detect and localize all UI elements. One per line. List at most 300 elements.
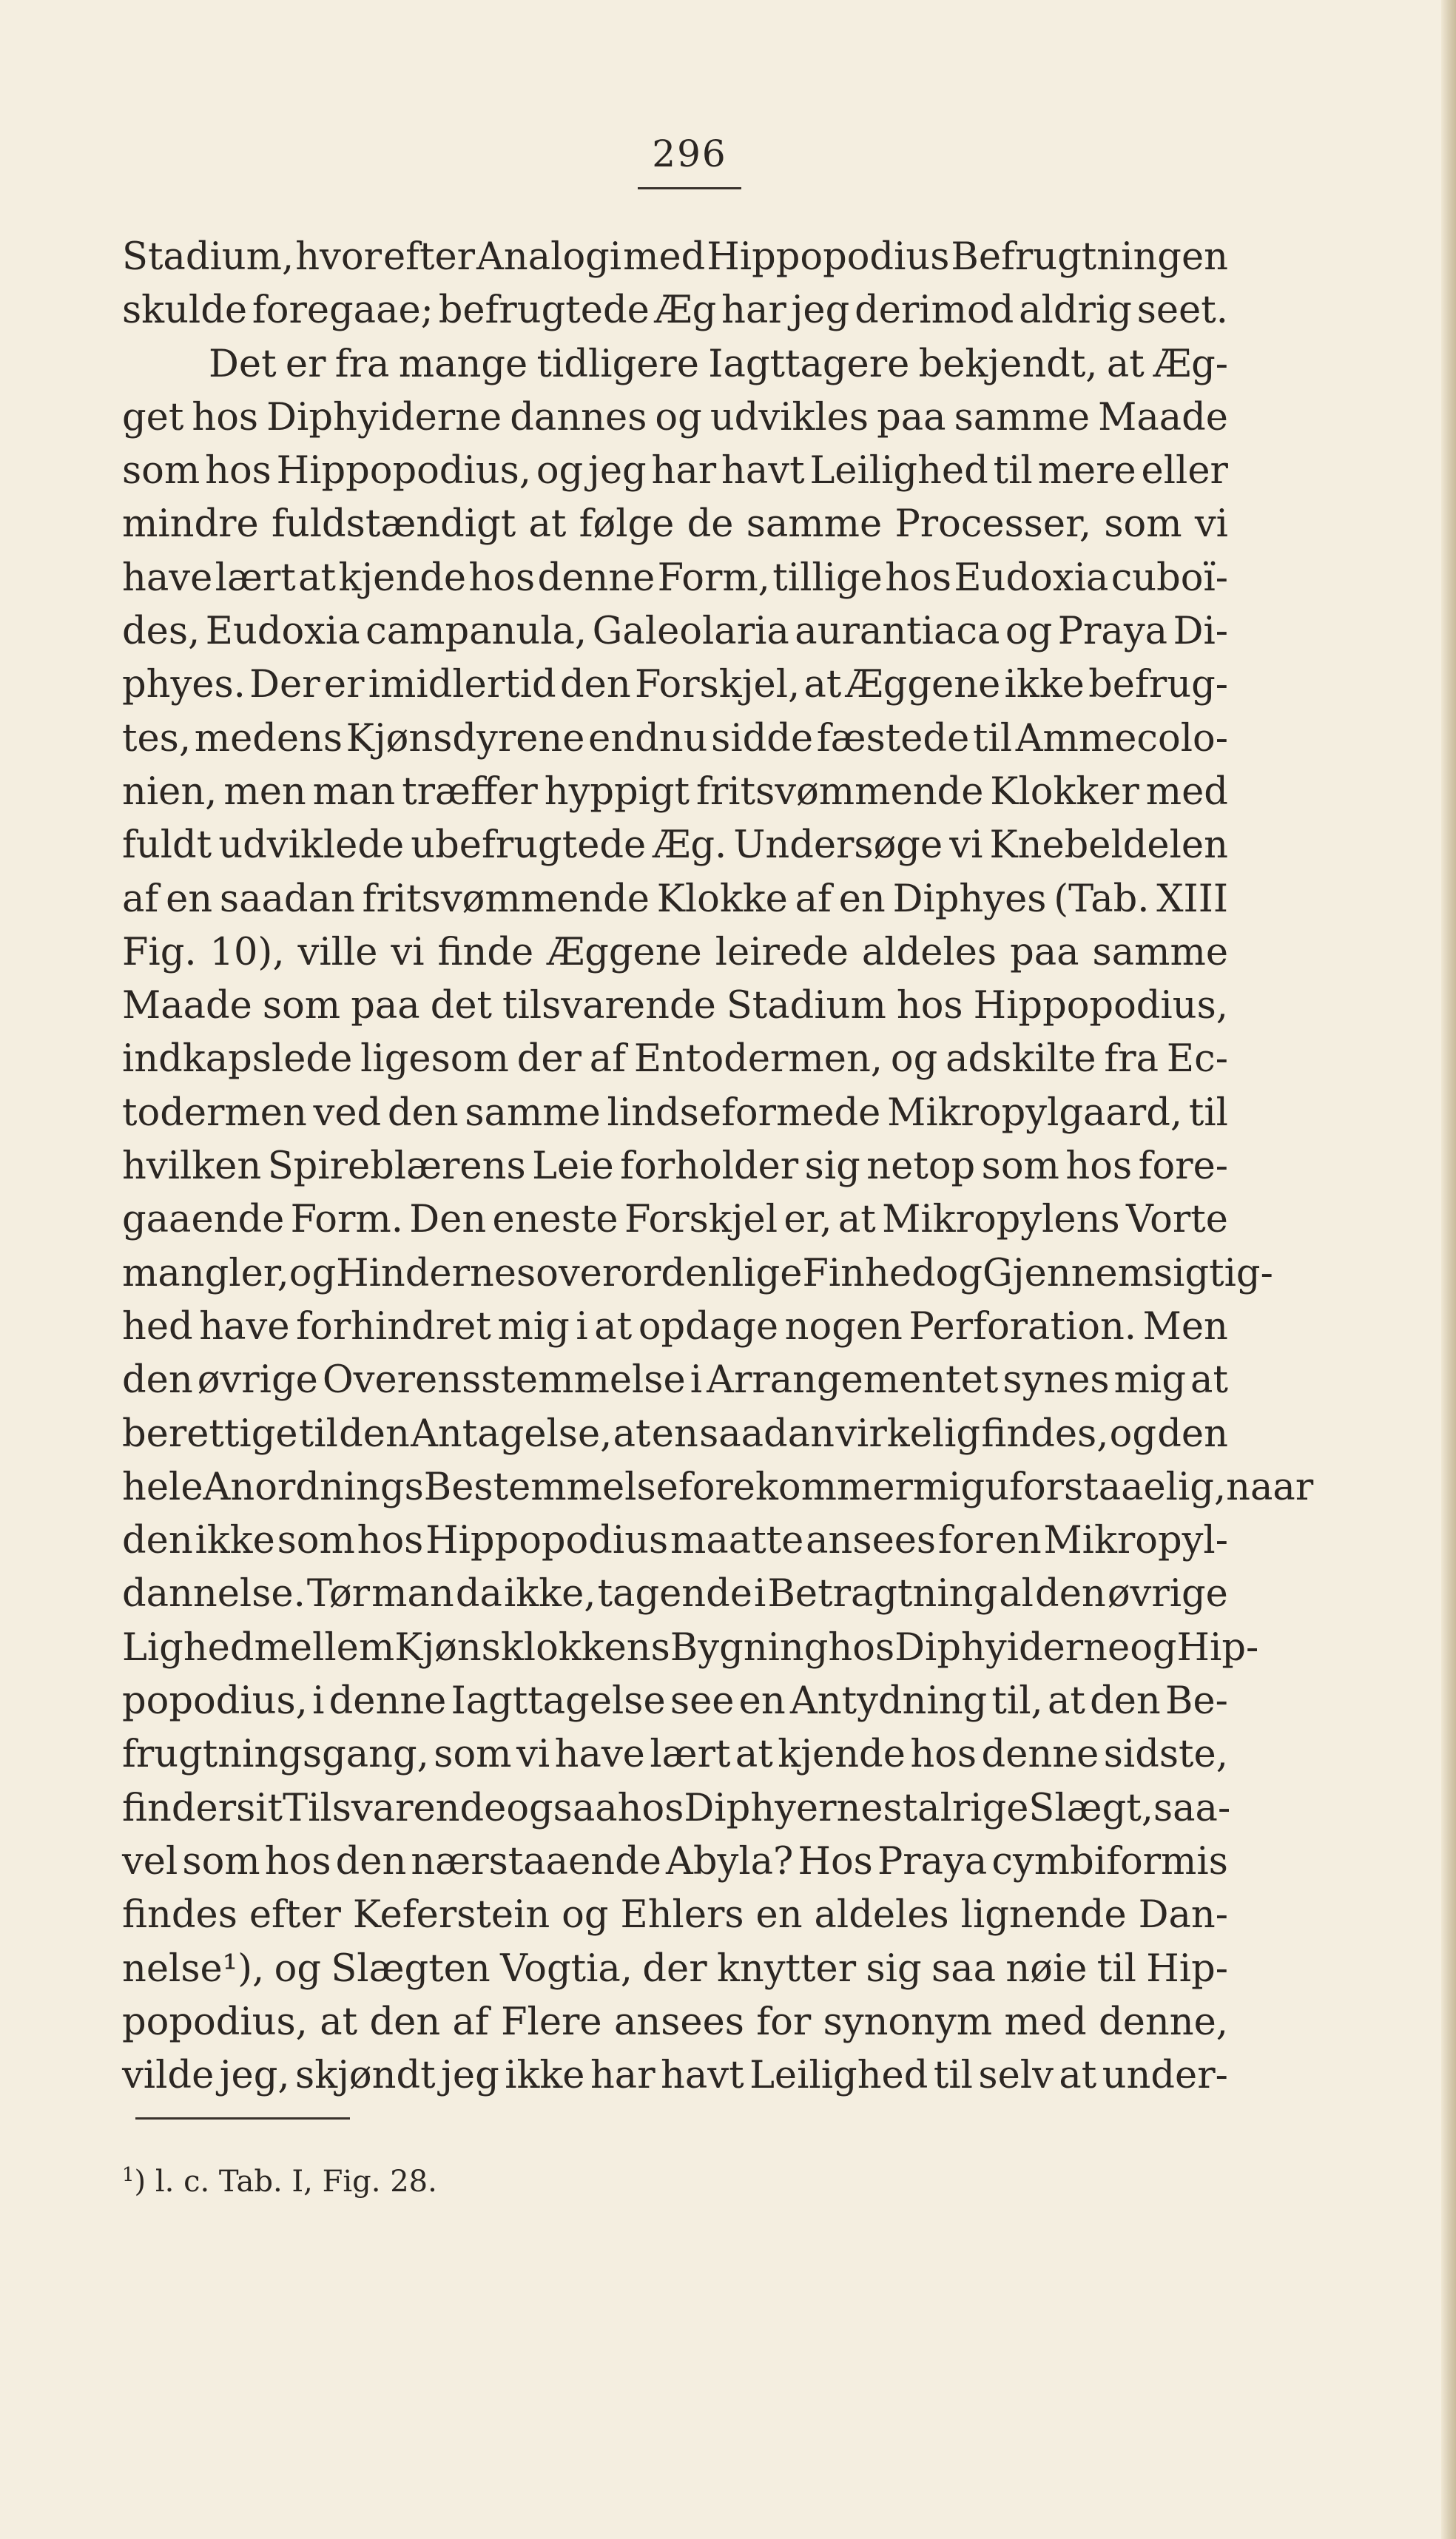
- word: ikke: [505, 2054, 585, 2098]
- word: synes: [1002, 1358, 1110, 1403]
- word: som: [434, 1733, 512, 1777]
- word: og: [562, 1893, 609, 1938]
- text-line: [122, 1835, 1228, 1889]
- word: øvrige: [1107, 1572, 1228, 1616]
- word: Hippopodius: [425, 1519, 669, 1563]
- word: Leilighed: [809, 449, 988, 493]
- text-line: [122, 819, 1228, 872]
- word: Forskjel,: [634, 663, 801, 707]
- word: mindre: [122, 502, 259, 547]
- word: des,: [122, 610, 200, 654]
- word: Æggene: [547, 930, 702, 974]
- word: Kjønsdyrene: [346, 716, 585, 761]
- word: efter: [382, 235, 476, 279]
- word: i: [754, 1572, 766, 1616]
- word: til: [993, 449, 1033, 493]
- word: denne: [328, 1679, 447, 1724]
- word: den: [559, 663, 631, 707]
- word: som: [1104, 502, 1182, 547]
- text-line: [122, 1675, 1228, 1728]
- word: Eudoxia: [205, 610, 360, 654]
- word: Eudoxia: [954, 556, 1109, 600]
- word: tagende: [597, 1572, 752, 1616]
- word: vi: [391, 930, 425, 974]
- word: Mikropylens: [882, 1198, 1120, 1242]
- word: findes,: [981, 1412, 1109, 1456]
- word: uforstaaelig,: [985, 1465, 1227, 1509]
- word: under-: [1102, 2054, 1228, 2098]
- page-edge: [1441, 0, 1456, 2539]
- word: da: [455, 1572, 502, 1616]
- word: nogen: [784, 1304, 903, 1349]
- word: Mikropylgaard,: [887, 1090, 1183, 1135]
- word: finde: [437, 930, 534, 974]
- word: at: [1190, 1358, 1228, 1403]
- word: er,: [783, 1198, 832, 1242]
- word: og: [655, 395, 702, 439]
- word: ikke: [1004, 663, 1085, 707]
- word: Lighed: [122, 1625, 255, 1670]
- word: Anordnings: [203, 1465, 424, 1509]
- word: Spireblærens: [267, 1144, 526, 1189]
- word: hos: [1065, 1144, 1133, 1189]
- word: Den: [409, 1198, 487, 1242]
- word: aurantiaca: [795, 610, 1000, 654]
- text-line: [122, 1193, 1228, 1247]
- word: udvikles: [710, 395, 869, 439]
- word: til,: [991, 1679, 1043, 1724]
- word: en: [838, 877, 886, 921]
- word: og: [935, 1251, 983, 1295]
- word: overordenlige: [536, 1251, 803, 1295]
- word: aldrig: [1019, 289, 1132, 333]
- word: nærstaaende: [411, 1839, 661, 1884]
- word: Betragtning: [767, 1572, 998, 1616]
- word: Klokker: [990, 769, 1139, 814]
- word: Maade: [1098, 395, 1228, 439]
- word: skulde: [122, 289, 248, 333]
- text-line: [122, 2049, 1228, 2103]
- word: vi: [1194, 502, 1228, 547]
- word: Æg-: [1153, 342, 1228, 386]
- word: den: [335, 1839, 407, 1884]
- word: vilde: [122, 2054, 215, 2098]
- word: at: [298, 556, 337, 600]
- text-line: [122, 766, 1228, 819]
- word: en: [738, 1679, 786, 1724]
- word: den: [1157, 1412, 1228, 1456]
- word: lært: [215, 556, 296, 600]
- word: skjøndt: [295, 2054, 436, 2098]
- word: og: [890, 1037, 938, 1082]
- text-line: [122, 873, 1228, 926]
- word: leirede: [715, 930, 849, 974]
- word: af: [452, 2000, 489, 2044]
- word: som: [262, 984, 341, 1028]
- word: saa-: [1153, 1786, 1231, 1830]
- word: Abyla?: [666, 1839, 794, 1884]
- word: foregaae;: [252, 289, 434, 333]
- word: en: [651, 1412, 698, 1456]
- footnote-rule: [135, 2117, 350, 2120]
- word: eneste: [492, 1198, 619, 1242]
- word: Forskjel: [624, 1198, 778, 1242]
- word: Hindernes: [336, 1251, 536, 1295]
- word: Form,: [657, 556, 770, 600]
- word: Iagttagelse: [451, 1679, 666, 1724]
- word: fritsvømmende: [362, 877, 650, 921]
- word: Befrugtningen: [951, 235, 1228, 279]
- word: mange: [398, 342, 528, 386]
- word: den: [1035, 1572, 1106, 1616]
- text-line: [122, 284, 1228, 337]
- footnote-marker: 1: [122, 2164, 135, 2186]
- word: efter: [249, 1893, 341, 1938]
- word: Bygning: [670, 1625, 829, 1670]
- text-line: [122, 1033, 1228, 1086]
- word: Dan-: [1138, 1893, 1228, 1938]
- word: tillige: [772, 556, 883, 600]
- word: dannes: [510, 395, 647, 439]
- word: af: [795, 877, 832, 921]
- word: hyppigt: [544, 769, 690, 814]
- text-line: [122, 1247, 1273, 1301]
- word: at: [837, 1198, 876, 1242]
- word: at: [528, 502, 567, 547]
- word: at: [594, 1304, 633, 1349]
- word: selv: [978, 2054, 1054, 2098]
- word: (Tab.: [1054, 877, 1150, 921]
- word: ligesom: [360, 1037, 509, 1082]
- word: Tør: [306, 1572, 371, 1616]
- word: Diphyes: [892, 877, 1047, 921]
- word: at: [613, 1412, 651, 1456]
- word: Hip-: [1146, 1946, 1228, 1991]
- word: adskilte: [946, 1037, 1096, 1082]
- text-line: [122, 498, 1228, 551]
- word: Knebeldelen: [989, 823, 1228, 868]
- word: hos: [617, 1786, 684, 1830]
- word: imidlertid: [368, 663, 556, 707]
- word: todermen: [122, 1090, 307, 1135]
- word: paa: [877, 395, 946, 439]
- word: men: [223, 769, 306, 814]
- word: Entodermen,: [633, 1037, 883, 1082]
- word: maatte: [670, 1519, 804, 1563]
- word: tilsvarende: [502, 984, 716, 1028]
- word: som: [182, 1839, 260, 1884]
- text-line: [122, 1943, 1228, 1996]
- word: al: [999, 1572, 1034, 1616]
- word: Undersøge: [733, 823, 943, 868]
- word: Æg: [654, 289, 717, 333]
- word: som: [122, 449, 200, 493]
- text-line: [122, 1782, 1231, 1835]
- word: befrugtede: [438, 289, 650, 333]
- word: som: [277, 1519, 355, 1563]
- text-line: [122, 1889, 1228, 1942]
- word: og: [289, 1251, 337, 1295]
- word: Maade: [122, 984, 252, 1028]
- word: en: [166, 877, 213, 921]
- word: den: [1090, 1679, 1161, 1724]
- text-line: [122, 712, 1228, 766]
- word: frugtningsgang,: [122, 1733, 429, 1777]
- word: at: [735, 1733, 773, 1777]
- word: hos: [264, 1839, 331, 1884]
- word: i: [312, 1679, 325, 1724]
- word: med: [1145, 769, 1228, 814]
- word: i: [690, 1358, 703, 1403]
- word: lindseformede: [607, 1090, 881, 1135]
- text-line: [122, 391, 1228, 445]
- word: Bestemmelse: [423, 1465, 678, 1509]
- word: ved: [313, 1090, 382, 1135]
- word: sidste,: [1103, 1733, 1228, 1777]
- word: Mikropyl-: [1043, 1519, 1228, 1563]
- word: fuldt: [122, 823, 212, 868]
- word: Iagttagere: [708, 342, 910, 386]
- word: man: [371, 1572, 454, 1616]
- word: opdage: [638, 1304, 779, 1349]
- word: Stadium: [726, 984, 886, 1028]
- word: fritsvømmende: [696, 769, 984, 814]
- word: indkapslede: [122, 1037, 353, 1082]
- word: have: [199, 1304, 290, 1349]
- word: havt: [721, 449, 805, 493]
- word: Processer,: [894, 502, 1092, 547]
- word: og: [1005, 610, 1053, 654]
- word: Diphyernes: [684, 1786, 903, 1830]
- word: netop: [866, 1144, 976, 1189]
- word: ville: [297, 930, 378, 974]
- text-line: [122, 658, 1228, 712]
- word: kjende: [778, 1733, 906, 1777]
- word: hos: [192, 395, 259, 439]
- word: lignende: [960, 1893, 1127, 1938]
- word: ikke,: [503, 1572, 596, 1616]
- word: Keferstein: [352, 1893, 550, 1938]
- word: eller: [1141, 449, 1228, 493]
- word: Stadium,: [122, 235, 294, 279]
- word: denne: [981, 1733, 1099, 1777]
- word: findes: [122, 1893, 237, 1938]
- word: mig: [912, 1465, 985, 1509]
- word: Vorte: [1125, 1198, 1228, 1242]
- word: Der: [249, 663, 320, 707]
- word: er: [323, 663, 365, 707]
- word: træffer: [402, 769, 538, 814]
- word: berettige: [122, 1412, 298, 1456]
- word: jeg: [441, 2054, 499, 2098]
- word: hos: [885, 556, 951, 600]
- text-line: [122, 1461, 1314, 1514]
- text-line: [122, 605, 1228, 658]
- word: medens: [194, 716, 343, 761]
- word: mig: [497, 1304, 570, 1349]
- word: paa: [1010, 930, 1079, 974]
- word: bekjendt,: [918, 342, 1098, 386]
- word: Hippopodius,: [973, 984, 1228, 1028]
- page-number: 296: [652, 132, 727, 175]
- word: til: [972, 716, 1013, 761]
- word: aldeles: [861, 930, 997, 974]
- word: mig: [1113, 1358, 1186, 1403]
- word: Tilsvarende: [283, 1786, 507, 1830]
- word: af: [122, 877, 159, 921]
- word: vi: [516, 1733, 550, 1777]
- word: seet.: [1136, 289, 1228, 333]
- word: Hos: [798, 1839, 873, 1884]
- word: lært: [650, 1733, 731, 1777]
- word: Praya: [877, 1839, 988, 1884]
- text-line: [122, 1140, 1228, 1193]
- body-text: [122, 231, 1314, 2103]
- word: have: [122, 556, 213, 600]
- word: denne,: [1099, 2000, 1228, 2044]
- word: Vogtia,: [500, 1946, 633, 1991]
- word: samme: [465, 1090, 601, 1135]
- word: den: [122, 1519, 193, 1563]
- text-line: [122, 1087, 1228, 1140]
- word: de: [687, 502, 734, 547]
- word: cymbiformis: [991, 1839, 1228, 1884]
- word: den: [122, 1358, 193, 1403]
- word: Di-: [1173, 610, 1228, 654]
- word: sig: [804, 1144, 860, 1189]
- text-line: [122, 1514, 1228, 1568]
- word: Hippopodius: [707, 235, 950, 279]
- word: hele: [122, 1465, 203, 1509]
- word: jeg,: [219, 2054, 290, 2098]
- word: Arrangementet: [707, 1358, 999, 1403]
- word: og: [1130, 1625, 1177, 1670]
- word: hvilken: [122, 1144, 262, 1189]
- word: Men: [1142, 1304, 1228, 1349]
- word: see: [670, 1679, 735, 1724]
- word: 10),: [209, 930, 285, 974]
- word: nelse¹),: [122, 1946, 265, 1991]
- word: Perforation.: [909, 1304, 1137, 1349]
- word: naar: [1226, 1465, 1314, 1509]
- word: Æg.: [653, 823, 727, 868]
- word: Det: [209, 342, 277, 386]
- text-line: [122, 1408, 1228, 1461]
- word: det: [430, 984, 493, 1028]
- word: Slægt,: [1028, 1786, 1153, 1830]
- word: man: [312, 769, 396, 814]
- word: sidde: [711, 716, 814, 761]
- word: har: [651, 449, 717, 493]
- word: en: [755, 1893, 803, 1938]
- text-line: [122, 445, 1228, 498]
- word: Antagelse,: [411, 1412, 613, 1456]
- word: hos: [896, 984, 963, 1028]
- word: forekommer: [678, 1465, 913, 1509]
- footnote: [122, 2153, 437, 2204]
- word: endnu: [588, 716, 708, 761]
- word: Overensstemmelse: [322, 1358, 686, 1403]
- word: havt: [661, 2054, 744, 2098]
- text-line: [122, 1996, 1228, 2049]
- word: har: [590, 2054, 655, 2098]
- word: samme: [1092, 930, 1228, 974]
- word: gaaende: [122, 1198, 285, 1242]
- word: som: [981, 1144, 1059, 1189]
- word: Ammecolo-: [1015, 716, 1228, 761]
- word: i: [576, 1304, 588, 1349]
- word: hed: [122, 1304, 193, 1349]
- word: med: [623, 235, 706, 279]
- word: ansees: [806, 1519, 937, 1563]
- word: Flere: [501, 2000, 602, 2044]
- page-number-rule: [638, 187, 741, 189]
- word: ogsaa: [506, 1786, 618, 1830]
- word: ubefrugtede: [411, 823, 647, 868]
- word: kjende: [338, 556, 467, 600]
- word: nien,: [122, 769, 218, 814]
- word: saa: [931, 1946, 996, 1991]
- word: vi: [949, 823, 983, 868]
- word: at: [1047, 1679, 1085, 1724]
- text-line: [122, 1622, 1259, 1675]
- word: der: [516, 1037, 582, 1082]
- word: saadan: [699, 1412, 835, 1456]
- word: Praya: [1057, 610, 1168, 654]
- footnote-text: ) l. c. Tab. I, Fig. 28.: [134, 2165, 437, 2199]
- text-line: [122, 1301, 1228, 1354]
- word: Analogi: [476, 235, 622, 279]
- word: hos: [910, 1733, 977, 1777]
- word: at: [803, 663, 842, 707]
- word: for: [937, 1519, 993, 1563]
- word: sit: [236, 1786, 283, 1830]
- word: jeg: [588, 449, 647, 493]
- word: mangler,: [122, 1251, 289, 1295]
- text-line: [122, 552, 1228, 605]
- word: sig: [866, 1946, 922, 1991]
- word: phyes.: [122, 663, 246, 707]
- word: jeg: [791, 289, 850, 333]
- word: popodius,: [122, 1679, 308, 1724]
- word: hos: [828, 1625, 895, 1670]
- word: Klokke: [656, 877, 788, 921]
- text-line: [122, 231, 1228, 284]
- word: Hip-: [1176, 1625, 1259, 1670]
- word: virkelig: [835, 1412, 981, 1456]
- word: vel: [122, 1839, 178, 1884]
- word: ikke: [195, 1519, 275, 1563]
- word: hos: [357, 1519, 424, 1563]
- word: Fig.: [122, 930, 197, 974]
- word: Antydning: [789, 1679, 988, 1724]
- word: Ehlers: [620, 1893, 744, 1938]
- word: og: [536, 449, 584, 493]
- word: fra: [1104, 1037, 1159, 1082]
- word: Finhed: [802, 1251, 936, 1295]
- word: befrug-: [1088, 663, 1228, 707]
- word: Form.: [290, 1198, 403, 1242]
- word: get: [122, 395, 184, 439]
- word: udviklede: [218, 823, 405, 868]
- word: Diphyiderne: [894, 1625, 1130, 1670]
- word: aldeles: [814, 1893, 949, 1938]
- word: der: [642, 1946, 707, 1991]
- word: XIII: [1156, 877, 1228, 921]
- word: til: [1188, 1090, 1228, 1135]
- word: Æggene: [845, 663, 1001, 707]
- word: til: [933, 2054, 973, 2098]
